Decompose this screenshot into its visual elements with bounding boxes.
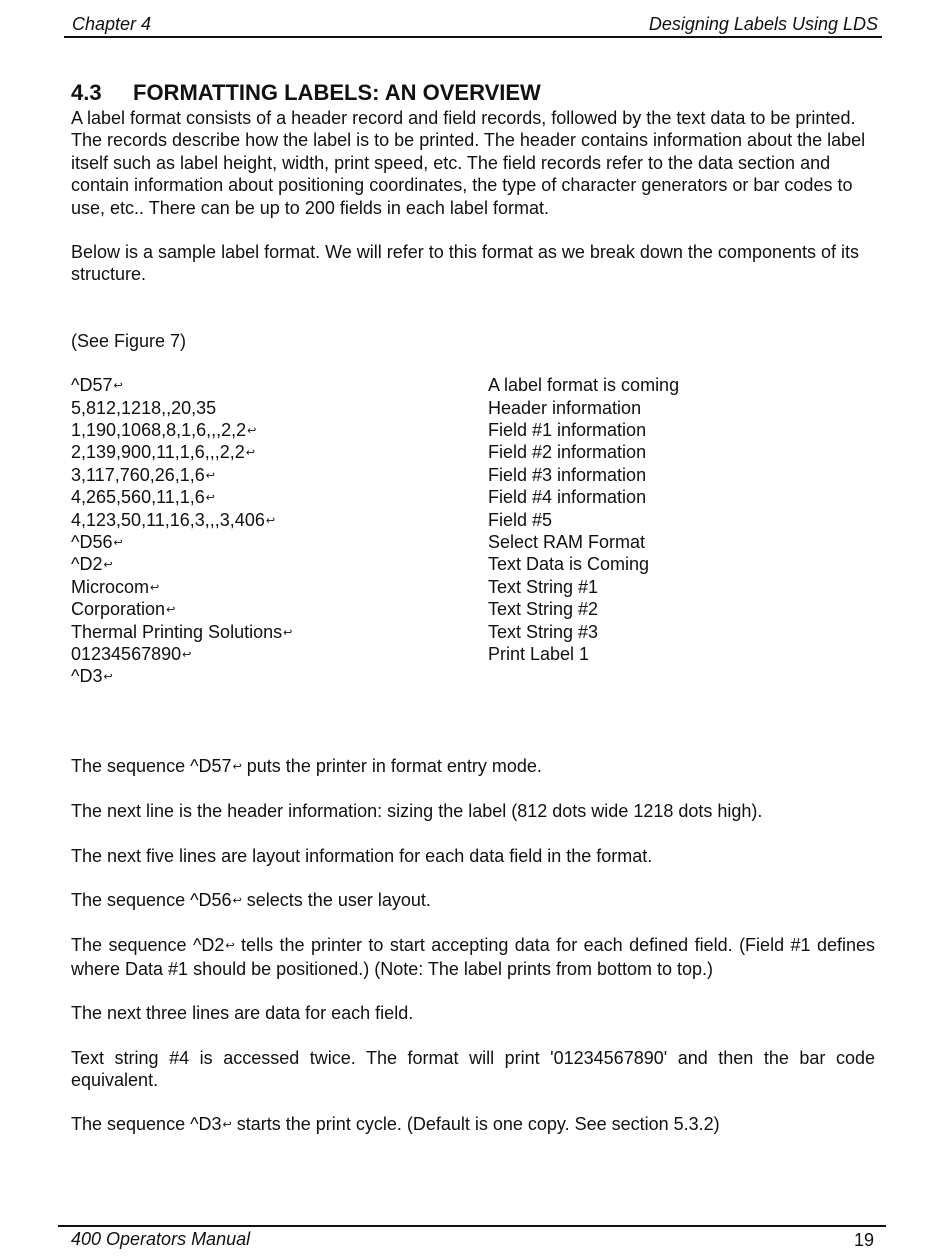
- format-description: Text String #3: [488, 621, 599, 642]
- listing-row: [71, 598, 875, 620]
- label-format-listing: [71, 374, 875, 687]
- return-icon: ↩: [113, 536, 123, 549]
- format-code: Thermal Printing Solutions↩: [71, 621, 488, 643]
- explanation-d56: The sequence ^D56↩ selects the user layout.: [71, 889, 875, 912]
- explanation-header: The next line is the header information: sizing the label (812 dots wide 1218 dots high).: [71, 801, 763, 822]
- explanation-d2: The sequence ^D2↩ tells the printer to start accepting data for each defined field. (Field #1 defines where Data #1 should be positioned.) (Note: The label prints from bottom to top.): [71, 935, 875, 979]
- listing-row: [71, 576, 875, 598]
- format-description: Field #4 information: [488, 487, 647, 508]
- format-code: ^D56↩: [71, 531, 488, 553]
- explanation-text-string: Text string #4 is accessed twice. The format will print '01234567890' and then the bar code equivalent.: [71, 1047, 875, 1090]
- return-icon: ↩: [150, 581, 160, 594]
- return-icon: ↩: [182, 648, 192, 661]
- chapter-label: Chapter 4: [72, 14, 152, 34]
- section-heading: [71, 79, 875, 107]
- return-icon: ↩: [166, 604, 176, 617]
- section-title: FORMATTING LABELS: AN OVERVIEW: [133, 80, 541, 105]
- return-icon: ↩: [205, 469, 216, 482]
- return-icon: ↩: [232, 894, 242, 907]
- page-header: [64, 12, 882, 38]
- format-description: Text Data is Coming: [488, 554, 650, 575]
- format-description: Text String #1: [488, 576, 599, 597]
- format-code: 5,812,1218,,20,35: [71, 397, 217, 418]
- return-icon: ↩: [283, 626, 293, 639]
- format-code: 4,123,50,11,16,3,,,3,406↩: [71, 509, 488, 531]
- format-description: Print Label 1: [488, 643, 590, 664]
- intro-paragraph: A label format consists of a header record and field records, followed by the text data to be printed. The records describe how the label is to be printed. The header contains information about the label itself such as label height, width, print speed, etc. The field records refer to the data section and contain information about positioning coordinates, the type of character generators or bar codes to use, etc.. There can be up to 200 fields in each label format.: [71, 108, 866, 218]
- explanation-d57: The sequence ^D57↩ puts the printer in format entry mode.: [71, 755, 875, 778]
- manual-title: 400 Operators Manual: [71, 1229, 251, 1249]
- return-icon: ↩: [225, 940, 235, 953]
- return-icon: ↩: [103, 671, 113, 684]
- format-description: Field #2 information: [488, 442, 647, 463]
- sample-paragraph: Below is a sample label format. We will refer to this format as we break down the components of its structure.: [71, 242, 860, 285]
- format-description: Field #5: [488, 509, 553, 530]
- return-icon: ↩: [103, 559, 113, 572]
- format-code: 2,139,900,11,1,6,,,2,2↩: [71, 441, 488, 463]
- format-code: 3,117,760,26,1,6↩: [71, 464, 488, 486]
- chapter-title: Designing Labels Using LDS: [648, 14, 878, 34]
- listing-row: [71, 397, 875, 419]
- see-figure-text: (See Figure 7): [71, 330, 187, 351]
- return-icon: ↩: [222, 1119, 232, 1132]
- format-description: [488, 665, 875, 687]
- format-code: 01234567890↩: [71, 643, 488, 665]
- explanation-d3: The sequence ^D3↩ starts the print cycle. (Default is one copy. See section 5.3.2): [71, 1113, 875, 1136]
- page-number: 19: [853, 1230, 874, 1250]
- return-icon: ↩: [113, 380, 123, 393]
- page-footer: [58, 1225, 886, 1255]
- format-description: Header information: [488, 397, 642, 418]
- listing-row: [71, 665, 875, 687]
- format-description: Select RAM Format: [488, 531, 646, 552]
- explanation-data-lines: The next three lines are data for each field.: [71, 1003, 414, 1024]
- format-description: A label format is coming: [488, 375, 680, 396]
- return-icon: ↩: [245, 447, 256, 460]
- listing-row: [71, 553, 875, 575]
- section-number: 4.3: [71, 80, 102, 105]
- format-code: 1,190,1068,8,1,6,,,2,2↩: [71, 419, 488, 441]
- format-code: Corporation↩: [71, 598, 488, 620]
- format-description: Field #3 information: [488, 464, 647, 485]
- listing-row: [71, 441, 875, 463]
- listing-row: [71, 509, 875, 531]
- listing-row: [71, 621, 875, 643]
- listing-row: [71, 531, 875, 553]
- return-icon: ↩: [247, 425, 257, 438]
- listing-row: [71, 464, 875, 486]
- format-description: Field #1 information: [488, 420, 647, 441]
- explanation-layout: The next five lines are layout information for each data field in the format.: [71, 845, 653, 866]
- format-description: Text String #2: [488, 599, 599, 620]
- format-code: ^D2↩: [71, 553, 488, 575]
- return-icon: ↩: [265, 514, 276, 527]
- listing-row: [71, 643, 875, 665]
- page-content: [71, 79, 875, 1137]
- listing-row: [71, 486, 875, 508]
- return-icon: ↩: [205, 492, 216, 505]
- return-icon: ↩: [232, 760, 242, 773]
- format-code: 4,265,560,11,1,6↩: [71, 486, 488, 508]
- format-code: ^D57↩: [71, 374, 488, 396]
- format-code: ^D3↩: [71, 665, 488, 687]
- format-code: Microcom↩: [71, 576, 488, 598]
- listing-row: [71, 374, 875, 396]
- listing-row: [71, 419, 875, 441]
